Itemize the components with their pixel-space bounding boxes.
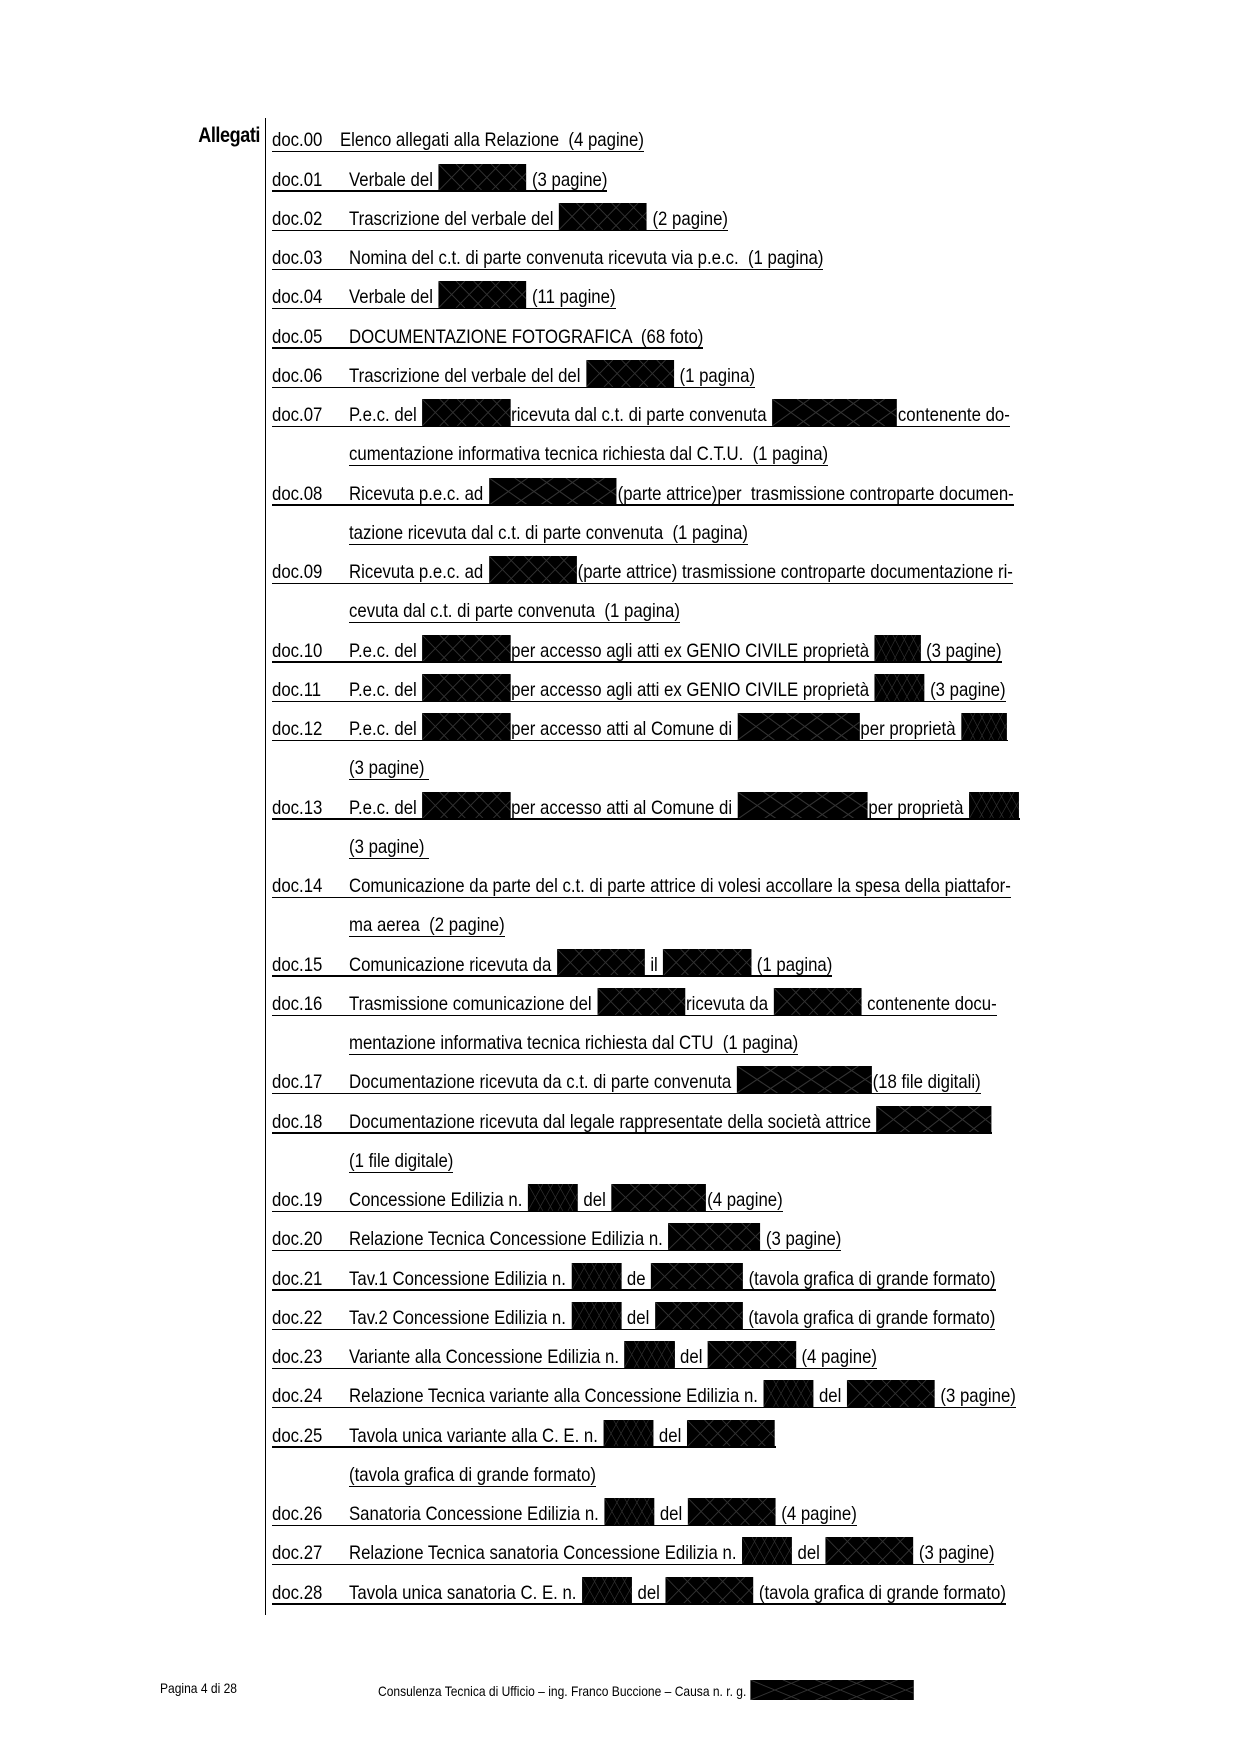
doc-number: doc.08 <box>272 482 323 505</box>
redaction-box <box>825 1537 913 1564</box>
doc-description <box>349 1498 939 1526</box>
list-item <box>272 597 1240 636</box>
doc-description <box>340 129 693 152</box>
text-segment: (3 pagine) <box>925 678 1006 701</box>
text-segment: (18 file digitali) <box>872 1071 981 1094</box>
redaction-box <box>751 1680 914 1700</box>
text-segment: Sanatoria Concessione Edilizia n. <box>349 1503 604 1525</box>
redaction-box <box>738 792 868 819</box>
text-segment: (tavola grafica di grande formato) <box>743 1267 996 1290</box>
text-segment: (3 pagine) <box>349 757 430 780</box>
redaction-box <box>708 1341 796 1368</box>
underline <box>349 936 505 937</box>
underline <box>272 975 832 976</box>
text-segment: del <box>632 1581 665 1604</box>
list-item <box>272 165 1240 204</box>
text-segment: (1 pagina) <box>674 364 756 387</box>
doc-number: doc.26 <box>272 1503 323 1525</box>
doc-number: doc.01 <box>272 168 323 191</box>
redaction-box <box>422 674 510 701</box>
list-item <box>272 793 1240 832</box>
doc-description <box>349 281 659 309</box>
list-item <box>272 676 1240 715</box>
text-segment: del <box>814 1385 846 1408</box>
list-item <box>272 1147 1240 1186</box>
text-segment: Trasmissione comunicazione del <box>349 992 597 1015</box>
redaction-box <box>586 360 674 387</box>
text-segment: contenente do- <box>897 404 1010 426</box>
list-item <box>272 1421 1240 1460</box>
redaction-box <box>571 1263 621 1290</box>
doc-description <box>349 399 1117 427</box>
text-segment: Concessione Edilizia n. <box>349 1189 528 1211</box>
underline <box>272 504 1014 505</box>
text-segment: per accesso atti al Comune di <box>511 796 737 819</box>
text-segment: Tav.2 Concessione Edilizia n. <box>349 1306 571 1329</box>
list-item <box>272 440 1240 479</box>
doc-number: doc.03 <box>272 247 323 269</box>
redaction-box <box>742 1537 792 1564</box>
list-item <box>272 1068 1240 1107</box>
doc-number: doc.07 <box>272 404 323 426</box>
text-segment: Documentazione ricevuta da c.t. di parte convenuta <box>349 1071 736 1094</box>
doc-description <box>349 836 442 859</box>
doc-number: doc.15 <box>272 953 323 976</box>
text-segment: Relazione Tecnica sanatoria Concessione Edilizia n. <box>349 1542 742 1565</box>
list-item <box>272 950 1240 989</box>
text-segment: (4 pagine) <box>796 1346 877 1368</box>
doc-number: doc.00 <box>272 129 323 152</box>
underline <box>349 465 828 466</box>
text-segment: (3 pagine) <box>761 1228 842 1251</box>
redaction-box <box>597 988 685 1015</box>
redaction-box <box>557 949 645 976</box>
redaction-box <box>663 949 751 976</box>
list-item <box>272 1107 1240 1146</box>
list-item <box>272 322 1240 361</box>
doc-description <box>349 478 1122 506</box>
text-segment: Trascrizione del verbale del del <box>349 364 586 387</box>
doc-number: doc.25 <box>272 1424 323 1447</box>
list-item <box>272 872 1240 911</box>
text-segment: mentazione informativa tecnica richiesta dal CTU (1 pagina) <box>349 1032 799 1054</box>
text-segment: (3 pagine) <box>527 168 608 191</box>
text-segment: de <box>622 1267 651 1290</box>
list-item <box>272 283 1240 322</box>
doc-number: doc.14 <box>272 875 323 897</box>
text-segment: (3 pagine) <box>914 1542 995 1565</box>
redaction-box <box>655 1302 743 1329</box>
text-segment: (11 pagine) <box>527 286 616 309</box>
text-segment: P.e.c. del <box>349 639 422 662</box>
redaction-box <box>875 635 921 662</box>
underline <box>349 544 748 545</box>
text-segment: Comunicazione ricevuta da <box>349 953 556 976</box>
text-segment: (3 pagine) <box>935 1385 1016 1408</box>
text-segment: (1 file digitale) <box>349 1149 454 1172</box>
redaction-box <box>763 1380 813 1407</box>
footer-page-number: Pagina 4 di 28 <box>160 1680 237 1696</box>
text-segment: ma aerea (2 pagine) <box>349 914 505 937</box>
text-segment: Relazione Tecnica Concessione Edilizia n. <box>349 1228 668 1251</box>
underline <box>272 151 644 152</box>
underline <box>272 347 703 348</box>
text-segment: il <box>645 953 663 976</box>
footer-case-text: Consulenza Tecnica di Ufficio – ing. Franco Buccione – Causa n. r. g. <box>378 1683 750 1699</box>
text-segment: del <box>792 1542 825 1565</box>
redaction-box <box>603 1420 653 1447</box>
list-item <box>272 1382 1240 1421</box>
doc-number: doc.20 <box>272 1228 323 1251</box>
underline <box>272 426 1010 427</box>
list-item <box>272 1304 1240 1343</box>
text-segment: P.e.c. del <box>349 796 422 819</box>
doc-description <box>349 522 813 545</box>
doc-description <box>349 757 442 780</box>
redaction-box <box>422 792 510 819</box>
list-item <box>272 401 1240 440</box>
doc-number: doc.21 <box>272 1267 323 1290</box>
text-segment: per proprietà <box>868 796 969 819</box>
doc-number: doc.23 <box>272 1346 323 1368</box>
list-item <box>272 1186 1240 1225</box>
text-segment: P.e.c. del <box>349 718 422 740</box>
doc-number: doc.05 <box>272 325 323 348</box>
doc-number: doc.18 <box>272 1110 323 1133</box>
text-segment: (tavola grafica di grande formato) <box>743 1306 996 1329</box>
doc-number: doc.27 <box>272 1542 323 1565</box>
redaction-box <box>774 988 862 1015</box>
doc-number: doc.13 <box>272 796 323 819</box>
text-segment: Verbale del <box>349 286 438 309</box>
text-segment: Comunicazione da parte del c.t. di parte attrice di volesi accollare la spesa della piattafor- <box>349 875 1011 897</box>
doc-description <box>349 1420 845 1448</box>
doc-number: doc.12 <box>272 718 323 740</box>
doc-description <box>349 914 530 937</box>
underline <box>272 1564 994 1565</box>
underline <box>272 818 1020 819</box>
text-segment: del <box>655 1503 687 1525</box>
underline <box>349 1486 596 1487</box>
list-item <box>272 1500 1240 1539</box>
text-segment: Documentazione ricevuta dal legale rappresentate della società attrice <box>349 1110 876 1133</box>
list-item <box>272 558 1240 597</box>
doc-description <box>349 1341 963 1369</box>
doc-description <box>349 875 1119 898</box>
doc-description <box>349 988 1102 1016</box>
doc-description <box>349 674 1112 702</box>
underline <box>272 1289 996 1290</box>
text-segment: per accesso agli atti ex GENIO CIVILE proprietà <box>511 639 874 662</box>
text-segment: (tavola grafica di grande formato) <box>754 1581 1006 1604</box>
doc-description <box>349 1464 636 1487</box>
list-item <box>272 519 1240 558</box>
underline <box>272 1603 1006 1604</box>
redaction-box <box>875 674 925 701</box>
redaction-box <box>847 1380 935 1407</box>
text-segment: (2 pagine) <box>647 207 728 230</box>
underline <box>272 1093 981 1094</box>
text-segment: ricevuta dal c.t. di parte convenuta <box>511 404 772 426</box>
redaction-box <box>422 635 510 662</box>
underline <box>272 1132 992 1133</box>
underline <box>272 269 823 270</box>
redaction-box <box>559 203 647 230</box>
text-segment: Ricevuta p.e.c. ad <box>349 482 488 505</box>
redaction-box <box>438 164 526 191</box>
text-segment: del <box>622 1306 654 1329</box>
text-segment: Relazione Tecnica variante alla Concessione Edilizia n. <box>349 1385 763 1408</box>
text-segment: del <box>654 1424 686 1447</box>
underline <box>272 1446 776 1447</box>
list-item <box>272 990 1240 1029</box>
doc-number: doc.06 <box>272 364 323 387</box>
doc-description <box>349 164 650 192</box>
underline <box>349 858 429 859</box>
redaction-box <box>738 713 860 740</box>
doc-number: doc.11 <box>272 678 322 701</box>
list-item <box>272 636 1240 675</box>
text-segment: Nomina del c.t. di parte convenuta ricevuta via p.e.c. (1 pagina) <box>349 247 824 269</box>
doc-number: doc.04 <box>272 286 323 309</box>
list-item <box>272 205 1240 244</box>
underline <box>272 897 1011 898</box>
list-item <box>272 911 1240 950</box>
text-segment: Elenco allegati alla Relazione (4 pagine) <box>340 129 644 152</box>
redaction-box <box>772 399 897 426</box>
underline <box>272 230 728 231</box>
redaction-box <box>877 1106 992 1133</box>
text-segment: per accesso atti al Comune di <box>511 718 737 740</box>
underline <box>272 1525 857 1526</box>
doc-number: doc.16 <box>272 992 323 1015</box>
text-segment: (1 pagina) <box>752 953 833 976</box>
text-segment: tazione ricevuta dal c.t. di parte convenuta (1 pagina) <box>349 521 748 544</box>
doc-number: doc.02 <box>272 207 323 230</box>
underline <box>349 1054 798 1055</box>
list-item <box>272 1539 1240 1578</box>
underline <box>272 387 755 388</box>
list-item <box>272 1264 1240 1303</box>
redaction-box <box>528 1184 578 1211</box>
text-segment: del <box>675 1346 708 1368</box>
doc-description <box>349 600 734 623</box>
redaction-box <box>961 713 1007 740</box>
underline <box>349 622 680 623</box>
list-item <box>272 126 1240 165</box>
redaction-box <box>489 556 577 583</box>
text-segment: (parte attrice) trasmissione controparte documentazione ri- <box>577 561 1013 583</box>
attachments-list <box>272 126 1240 1618</box>
text-segment: P.e.c. del <box>349 404 422 426</box>
text-segment: (4 pagine) <box>776 1503 857 1525</box>
redaction-box <box>604 1498 654 1525</box>
doc-description <box>349 556 1121 584</box>
list-item <box>272 362 1240 401</box>
text-segment: del <box>578 1189 611 1211</box>
underline <box>272 583 1013 584</box>
text-segment: per proprietà <box>860 718 961 740</box>
underline <box>349 779 429 780</box>
doc-number: doc.17 <box>272 1071 323 1094</box>
redaction-box <box>651 1263 743 1290</box>
doc-description <box>349 1066 1084 1094</box>
redaction-box <box>665 1577 753 1604</box>
text-segment: Verbale del <box>349 168 438 191</box>
text-segment: P.e.c. del <box>349 678 422 701</box>
redaction-box <box>969 792 1019 819</box>
text-segment: (tavola grafica di grande formato) <box>349 1463 597 1486</box>
text-segment: ricevuta da <box>686 992 773 1015</box>
underline <box>272 190 607 191</box>
underline <box>272 701 1006 702</box>
doc-description <box>349 1223 922 1251</box>
underline <box>272 740 1008 741</box>
list-item <box>272 833 1240 872</box>
redaction-box <box>571 1302 621 1329</box>
vertical-divider <box>265 118 266 1615</box>
underline <box>272 1015 997 1016</box>
text-segment: Trascrizione del verbale del <box>349 207 559 230</box>
list-item <box>272 715 1240 754</box>
list-item <box>272 1029 1240 1068</box>
doc-description <box>349 1150 470 1173</box>
list-item <box>272 1225 1240 1264</box>
text-segment: Tavola unica sanatoria C. E. n. <box>349 1581 582 1604</box>
doc-description <box>349 203 790 231</box>
doc-description <box>349 1302 1101 1330</box>
underline <box>272 308 616 309</box>
underline <box>272 1407 1016 1408</box>
underline <box>272 1329 995 1330</box>
doc-description <box>349 443 906 466</box>
doc-description <box>349 1577 1113 1605</box>
text-segment: DOCUMENTAZIONE FOTOGRAFICA (68 foto) <box>349 325 704 348</box>
redaction-box <box>582 1577 632 1604</box>
doc-number: doc.19 <box>272 1189 323 1211</box>
text-segment: (3 pagine) <box>349 835 430 858</box>
list-item <box>272 1343 1240 1382</box>
text-segment: cumentazione informativa tecnica richiesta dal C.T.U. (1 pagina) <box>349 443 829 466</box>
doc-description <box>349 1106 1097 1134</box>
redaction-box <box>611 1184 706 1211</box>
redaction-box <box>687 1420 775 1447</box>
redaction-box <box>438 281 526 308</box>
text-segment: Tavola unica variante alla C. E. n. <box>349 1424 603 1447</box>
list-item <box>272 754 1240 793</box>
text-segment: Variante alla Concessione Edilizia n. <box>349 1346 624 1368</box>
doc-description <box>349 360 821 388</box>
underline <box>272 1250 841 1251</box>
doc-number: doc.09 <box>272 561 323 583</box>
redaction-box <box>489 478 617 505</box>
redaction-box <box>422 399 510 426</box>
doc-number: doc.22 <box>272 1306 323 1329</box>
list-item <box>272 244 1240 283</box>
doc-description <box>349 247 901 270</box>
underline <box>272 1368 877 1369</box>
doc-number: doc.24 <box>272 1385 323 1408</box>
redaction-box <box>688 1498 776 1525</box>
text-segment: contenente docu- <box>862 992 997 1015</box>
redaction-box <box>668 1223 760 1250</box>
underline <box>349 1172 453 1173</box>
redaction-box <box>737 1066 872 1093</box>
text-segment: per accesso agli atti ex GENIO CIVILE proprietà <box>511 678 874 701</box>
doc-description <box>349 713 1115 741</box>
text-segment: (4 pagine) <box>707 1189 783 1211</box>
doc-description <box>349 1380 1124 1408</box>
section-label-allegati: Allegati <box>198 124 260 147</box>
doc-number: doc.28 <box>272 1581 323 1604</box>
list-item <box>272 479 1240 518</box>
text-segment: Tav.1 Concessione Edilizia n. <box>349 1267 571 1290</box>
text-segment: (3 pagine) <box>921 639 1002 662</box>
doc-description <box>349 1263 1101 1291</box>
doc-description <box>349 1184 853 1212</box>
doc-number: doc.10 <box>272 639 323 662</box>
redaction-box <box>625 1341 675 1368</box>
text-segment: (parte attrice)per trasmissione controparte documen- <box>617 482 1014 505</box>
doc-description <box>349 949 911 977</box>
underline <box>272 1211 783 1212</box>
list-item <box>272 1461 1240 1500</box>
doc-description <box>349 1032 871 1055</box>
doc-description <box>349 635 1108 663</box>
text-segment: Ricevuta p.e.c. ad <box>349 561 488 583</box>
doc-description <box>349 1537 1100 1565</box>
doc-description <box>349 326 761 349</box>
underline <box>272 661 1002 662</box>
doc-description <box>349 792 1129 820</box>
list-item <box>272 1578 1240 1617</box>
footer-case-info <box>378 1680 915 1700</box>
text-segment: cevuta dal c.t. di parte convenuta (1 pagina) <box>349 600 680 623</box>
redaction-box <box>422 713 510 740</box>
